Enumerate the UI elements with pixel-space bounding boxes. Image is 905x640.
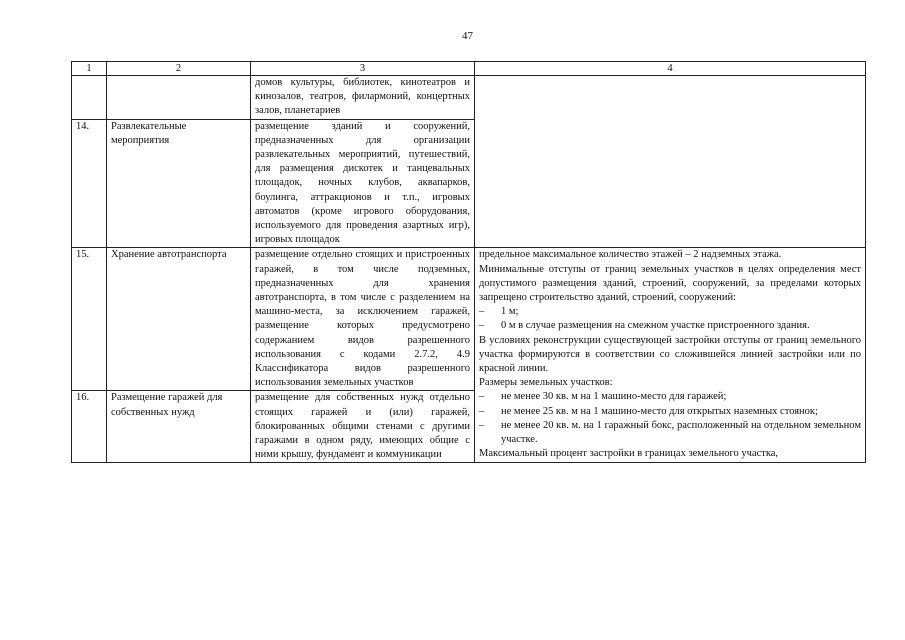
params-cell-empty bbox=[475, 76, 866, 248]
header-cell-1: 1 bbox=[72, 62, 107, 76]
table-row-15 bbox=[72, 248, 866, 391]
row-name bbox=[107, 76, 251, 120]
row-description: размещение отдельно стоящих и пристроенных гаражей, в том числе подземных, предназначенных для хранения автотранспорта, в том числе с разделением на машино-места, за исключением гаражей, размещение которых предусмотрено содержанием видов разрешенного использования с кодами 2.7.2, 4.9 Классификатора видов разрешенного использования земельных участков bbox=[251, 248, 475, 391]
param-size-text: не менее 20 кв. м. на 1 гаражный бокс, расположенный на отдельном земельном участке. bbox=[501, 419, 861, 446]
param-setback-item bbox=[479, 305, 861, 319]
dash-marker: – bbox=[479, 405, 485, 417]
param-size-text: не менее 30 кв. м на 1 машино-место для гаражей; bbox=[501, 391, 727, 403]
param-max-percent: Максимальный процент застройки в границах земельного участка, bbox=[479, 448, 779, 460]
land-use-table bbox=[71, 61, 866, 463]
param-setback-text: 1 м; bbox=[501, 306, 519, 318]
row-name: Размещение гаражей для собственных нужд bbox=[107, 391, 251, 463]
dash-marker: – bbox=[479, 419, 485, 431]
row-name: Хранение автотранспорта bbox=[107, 248, 251, 391]
header-cell-3: 3 bbox=[251, 62, 475, 76]
dash-marker: – bbox=[479, 320, 485, 332]
param-floors: предельное максимальное количество этажей – 2 надземных этажа. bbox=[479, 249, 782, 261]
param-size-item bbox=[479, 405, 861, 419]
header-cell-2: 2 bbox=[107, 62, 251, 76]
row-description: размещение зданий и сооружений, предназначенных для организации развлекательных мероприятий, путешествий, для размещения дискотек и танцевальных площадок, ночных клубов, аквапарков, боулинга, аттракционов и т.п., игровых автоматов (кроме игрового оборудования, используемого для проведения азартных игр), игровых площадок bbox=[251, 119, 475, 248]
page-number: 47 bbox=[462, 30, 473, 42]
row-description: размещение для собственных нужд отдельно стоящих гаражей и (или) гаражей, блокированных общими стенами с другими гаражами в одном ряду, имеющих общие с ними крышу, фундамент и коммуникации bbox=[251, 391, 475, 463]
param-setback-item bbox=[479, 319, 861, 333]
param-size-text: не менее 25 кв. м на 1 машино-место для открытых наземных стоянок; bbox=[501, 405, 818, 417]
row-description: домов культуры, библиотек, кинотеатров и кинозалов, театров, филармоний, концертных залов, планетариев bbox=[251, 76, 475, 120]
row-name: Развлекательные мероприятия bbox=[107, 119, 251, 248]
param-setbacks-intro: Минимальные отступы от границ земельных участков в целях определения мест допустимого размещения зданий, строений, сооружений, за пределами которых запрещено строительство зданий, строений, сооружений: bbox=[479, 263, 861, 304]
param-size-item bbox=[479, 419, 861, 447]
dash-marker: – bbox=[479, 391, 485, 403]
row-number: 15. bbox=[72, 248, 107, 391]
param-sizes-intro: Размеры земельных участков: bbox=[479, 377, 613, 389]
params-cell bbox=[475, 248, 866, 463]
row-number: 14. bbox=[72, 119, 107, 248]
dash-marker: – bbox=[479, 306, 485, 318]
param-size-item bbox=[479, 390, 861, 404]
param-setback-text: 0 м в случае размещения на смежном участке пристроенного здания. bbox=[501, 320, 810, 332]
param-reconstruction: В условиях реконструкции существующей застройки отступы от границ земельного участка формируются в соответствии со сложившейся линией застройки или по красной линии. bbox=[479, 334, 861, 375]
header-cell-4: 4 bbox=[475, 62, 866, 76]
row-number bbox=[72, 76, 107, 120]
header-row bbox=[72, 62, 866, 76]
row-number: 16. bbox=[72, 391, 107, 463]
table-row-continuation bbox=[72, 76, 866, 120]
